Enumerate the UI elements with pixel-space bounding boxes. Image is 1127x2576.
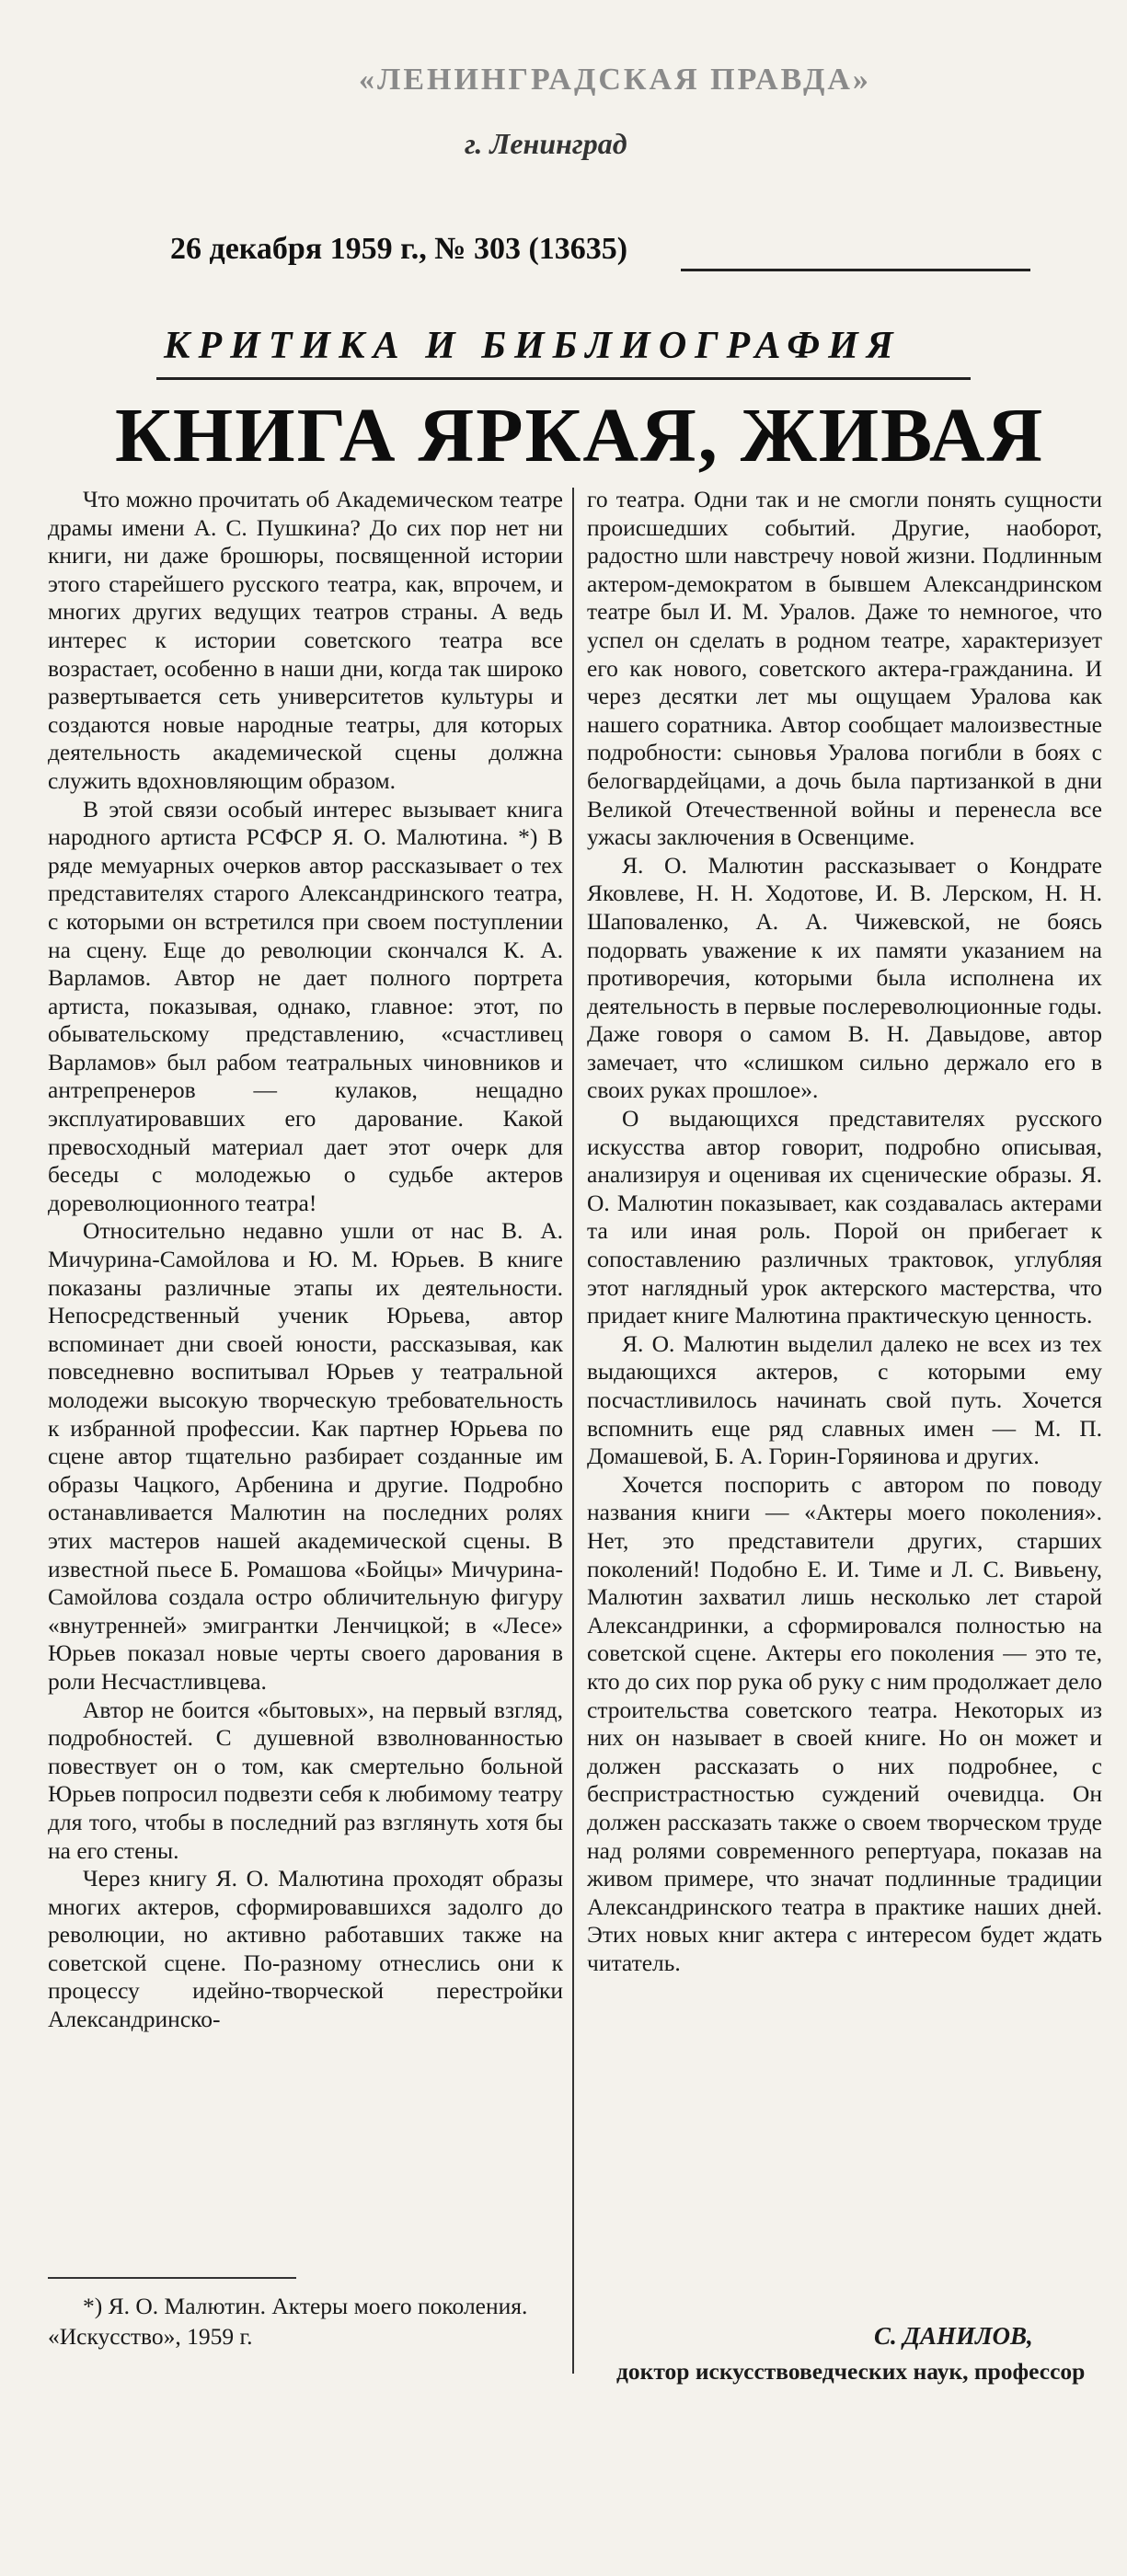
author-title: доктор искусствоведческих наук, профессор <box>616 2358 1086 2385</box>
paragraph: О выдающихся представителях русского искусства автор говорит, подробно описывая, анализируя и оценивая их сценические образы. Я. О. Малютин показывает, как создавалась актерами та или иная роль. Порой он прибегает к сопоставлению различных трактовок, углубляя этот наглядный урок актерского мастерства, что придает книге Малютина практическую ценность. <box>587 1105 1102 1329</box>
author-name: С. ДАНИЛОВ, <box>874 2322 1033 2350</box>
paragraph: В этой связи особый интерес вызывает книга народного артиста РСФСР Я. О. Малютина. *) В ряде мемуарных очерков автор рассказывает о тех представителях старого Александринского театра, с которыми он встретился при своем поступлении на сцену. Еще до революции скончался К. А. Варламов. Автор не дает полного портрета артиста, показывая, однако, главное: этот, по обывательскому представлению, «счастливец Варламов» был рабом театральных чиновников и антрепренеров — кулаков, нещадно эксплуатировавших его дарование. Какой превосходный материал дает этот очерк для беседы с молодежью о судьбе актеров дореволюционного театра! <box>48 795 563 1216</box>
paragraph: Я. О. Малютин выделил далеко не всех из тех выдающихся актеров, с которыми ему посчастливилось начинать свой путь. Хочется вспомнить еще ряд славных имен — М. П. Домашевой, Б. А. Горин-Горяинова и других. <box>587 1329 1102 1470</box>
section-rule <box>156 377 971 380</box>
issue-date: 26 декабря 1959 г., № 303 (13635) <box>170 232 628 266</box>
masthead-city: г. Ленинград <box>465 127 627 160</box>
paragraph: Я. О. Малютин рассказывает о Кондрате Яковлеве, Н. Н. Ходотове, И. В. Лерском, Н. Н. Шаповаленко, А. А. Чижевской, не боясь подорвать уважение к их памяти указанием на противоречия, которыми была исполнена их деятельность в первые послереволюционные годы. Даже говоря о самом В. Н. Давыдове, автор замечает, что «слишком сильно держало его в своих руках прошлое». <box>587 851 1102 1104</box>
headline: КНИГА ЯРКАЯ, ЖИВАЯ <box>115 393 1045 478</box>
paragraph: Автор не боится «бытовых», на первый взгляд, подробностей. С душевной взволнованностью повествует он о том, как смертельно больной Юрьев попросил подвезти себя к любимому театру для того, чтобы в последний раз взглянуть хотя бы на его стены. <box>48 1696 563 1864</box>
column-divider <box>572 488 574 2374</box>
section-title: КРИТИКА И БИБЛИОГРАФИЯ <box>164 325 902 367</box>
date-rule <box>681 269 1030 271</box>
paragraph: го театра. Одни так и не смогли понять сущности происшедших событий. Другие, наоборот, радостно шли навстречу новой жизни. Подлинным актером-демократом в бывшем Александринском театре был И. М. Уралов. Даже то немногое, что успел он сделать в родном театре, характеризует его как нового, советского актера-гражданина. И через десятки лет мы ощущаем Уралова как нашего соратника. Автор сообщает малоизвестные подробности: сыновья Уралова погибли в боях с белогвардейцами, а дочь была партизанкой в дни Великой Отечественной войны и перенесла все ужасы заключения в Освенциме. <box>587 486 1102 851</box>
paragraph: Относительно недавно ушли от нас В. А. Мичурина-Самойлова и Ю. М. Юрьев. В книге показаны различные этапы их деятельности. Непосредственный ученик Юрьева, автор вспоминает дни своей юности, рассказывая, как повседневно воспитывал Юрьев у театральной молодежи высокую творческую требовательность к избранной профессии. Как партнер Юрьева по сцене автор тщательно разбирает созданные им образы Чацкого, Арбенина и другие. Подробно останавливается Малютин на последних ролях этих мастеров нашей академической сцены. В известной пьесе Б. Ромашова «Бойцы» Мичурина-Самойлова создала остро обличительную фигуру «внутренней» эмигрантки Ленчицкой; в «Лесе» Юрьев показал новые черты своего дарования в роли Несчастливцева. <box>48 1217 563 1695</box>
footnote-rule <box>48 2277 296 2279</box>
paragraph: Что можно прочитать об Академическом театре драмы имени А. С. Пушкина? До сих пор нет ни книги, ни даже брошюры, посвященной истории этого старейшего русского театра, как, впрочем, и многих других ведущих театров страны. А ведь интерес к истории советского театра все возрастает, особенно в наши дни, когда так широко развертывается сеть университетов культуры и создаются новые народные театры, для которых деятельность академической сцены должна служить вдохновляющим образом. <box>48 486 563 794</box>
column-left <box>48 486 563 2034</box>
column-right <box>587 486 1102 1977</box>
paragraph: Хочется поспорить с автором по поводу названия книги — «Актеры моего поколения». Нет, это представители других, старших поколений! Подобно Е. И. Тиме и Л. С. Вивьену, Малютин захватил лишь несколько лет старой Александринки, а сформировался полностью на советской сцене. Актеры его поколения — это те, кто до сих пор рука об руку с ним продолжает дело строительства советского театра. Некоторых из них он называет в своей книге. Но он может и должен рассказать о них подробнее, с беспристрастностью суждений очевидца. Он должен рассказать также о своем творческом труде над ролями современного репертуара, показав на живом примере, что значат подлинные традиции Александринского театра в практике наших дней. Этих новых книг актера с интересом будет ждать читатель. <box>587 1470 1102 1976</box>
paragraph: Через книгу Я. О. Малютина проходят образы многих актеров, сформировавшихся задолго до революции, но активно работавших также на советской сцене. По-разному отнеслись они к процессу идейно-творческой перестройки Александринско- <box>48 1865 563 2033</box>
footnote: *) Я. О. Малютин. Актеры моего поколения. «Искусство», 1959 г. <box>48 2293 528 2350</box>
masthead-paper: «ЛЕНИНГРАДСКАЯ ПРАВДА» <box>359 63 871 97</box>
